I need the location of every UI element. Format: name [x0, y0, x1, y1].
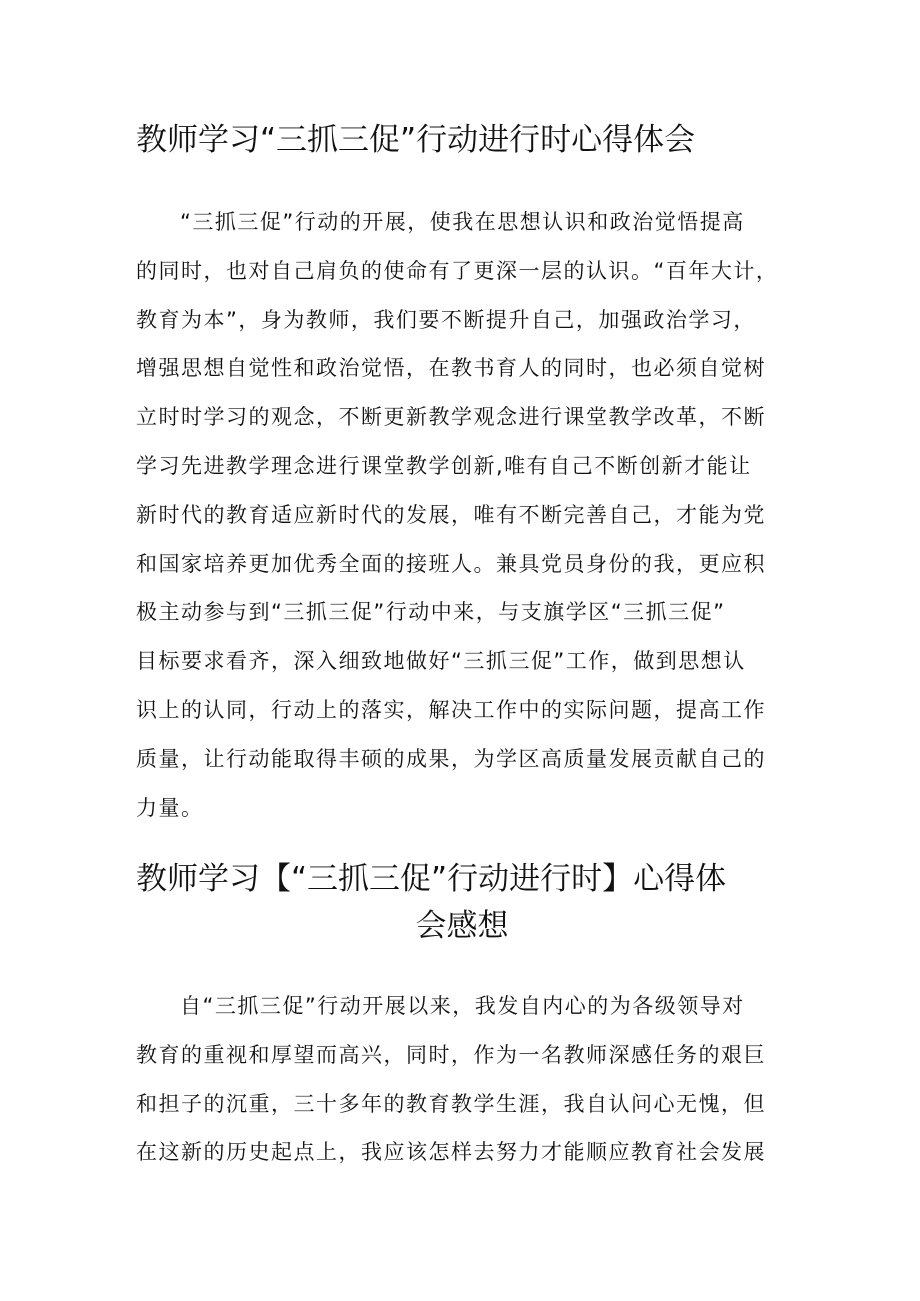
section1-title: 教师学习“三抓三促”行动进行时心得体会 — [136, 122, 696, 158]
paragraph-line: “三抓三促”行动的开展，使我在思想认识和政治觉悟提高 — [180, 210, 745, 234]
paragraph-line: 和国家培养更加优秀全面的接班人。兼具党员身份的我，更应积 — [136, 551, 766, 576]
paragraph-line: 教育为本”，身为教师，我们要不断提升自己，加强政治学习， — [136, 307, 756, 332]
paragraph-line: 在这新的历史起点上，我应该怎样去努力才能顺应教育社会发展 — [136, 1140, 766, 1165]
paragraph-line: 极主动参与到“三抓三促”行动中来，与支旗学区“三抓三促” — [136, 600, 726, 625]
paragraph-line: 的同时，也对自己肩负的使命有了更深一层的认识。“百年大计， — [136, 258, 779, 283]
section2-title-line2: 会感想 — [415, 908, 509, 944]
paragraph-line: 力量。 — [136, 795, 204, 820]
paragraph-line: 立时时学习的观念，不断更新教学观念进行课堂教学改革，不断 — [136, 405, 766, 430]
section2-title-line1: 教师学习【“三抓三促”行动进行时】心得体 — [136, 861, 727, 897]
section1-paragraph — [136, 198, 788, 832]
section2-title — [136, 856, 788, 950]
paragraph-line: 学习先进教学理念进行课堂教学创新,唯有自己不断创新才能让 — [136, 453, 752, 478]
paragraph-line: 质量，让行动能取得丰硕的成果，为学区高质量发展贡献自己的 — [136, 746, 766, 771]
paragraph-line: 自“三抓三促”行动开展以来，我发自内心的为各级领导对 — [180, 994, 745, 1018]
section2-paragraph — [136, 982, 788, 1177]
paragraph-line: 识上的认同，行动上的落实，解决工作中的实际问题，提高工作 — [136, 697, 766, 722]
paragraph-line: 增强思想自觉性和政治觉悟，在教书育人的同时，也必须自觉树 — [136, 356, 766, 381]
paragraph-line: 教育的重视和厚望而高兴，同时，作为一名教师深感任务的艰巨 — [136, 1042, 766, 1067]
paragraph-line: 和担子的沉重，三十多年的教育教学生涯，我自认问心无愧，但 — [136, 1091, 766, 1116]
paragraph-line: 新时代的教育适应新时代的发展，唯有不断完善自己，才能为党 — [136, 502, 766, 527]
paragraph-line: 目标要求看齐，深入细致地做好“三抓三促”工作，做到思想认 — [136, 649, 746, 674]
